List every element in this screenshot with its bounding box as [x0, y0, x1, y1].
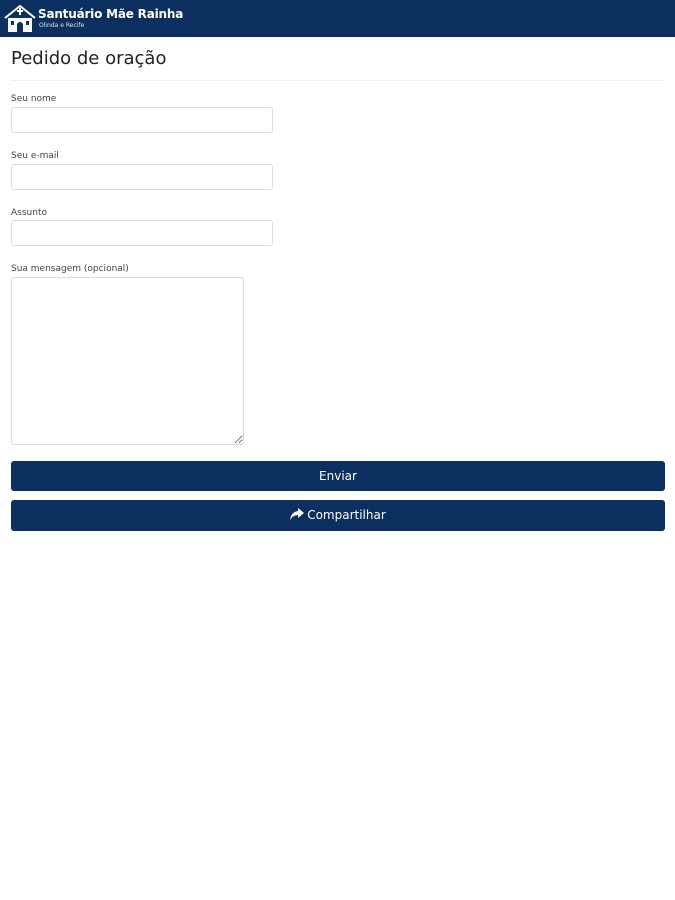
email-label: Seu e-mail — [11, 151, 59, 161]
page-title: Pedido de oração — [11, 48, 167, 69]
share-button[interactable] — [11, 500, 665, 531]
app-subtitle: Olinda e Recife — [39, 22, 85, 29]
message-label: Sua mensagem (opcional) — [11, 264, 129, 274]
name-label: Seu nome — [11, 94, 57, 104]
share-button-label: Compartilhar — [307, 508, 386, 522]
shrine-icon — [4, 4, 36, 34]
title-divider — [11, 80, 664, 81]
app-header — [0, 0, 675, 37]
app-title: Santuário Mãe Rainha — [38, 7, 184, 21]
subject-input[interactable] — [11, 220, 273, 246]
name-input[interactable] — [11, 107, 273, 133]
submit-button[interactable]: Enviar — [11, 461, 665, 491]
email-input[interactable] — [11, 164, 273, 190]
message-textarea[interactable] — [11, 277, 244, 445]
share-icon — [290, 508, 304, 520]
subject-label: Assunto — [11, 208, 47, 218]
